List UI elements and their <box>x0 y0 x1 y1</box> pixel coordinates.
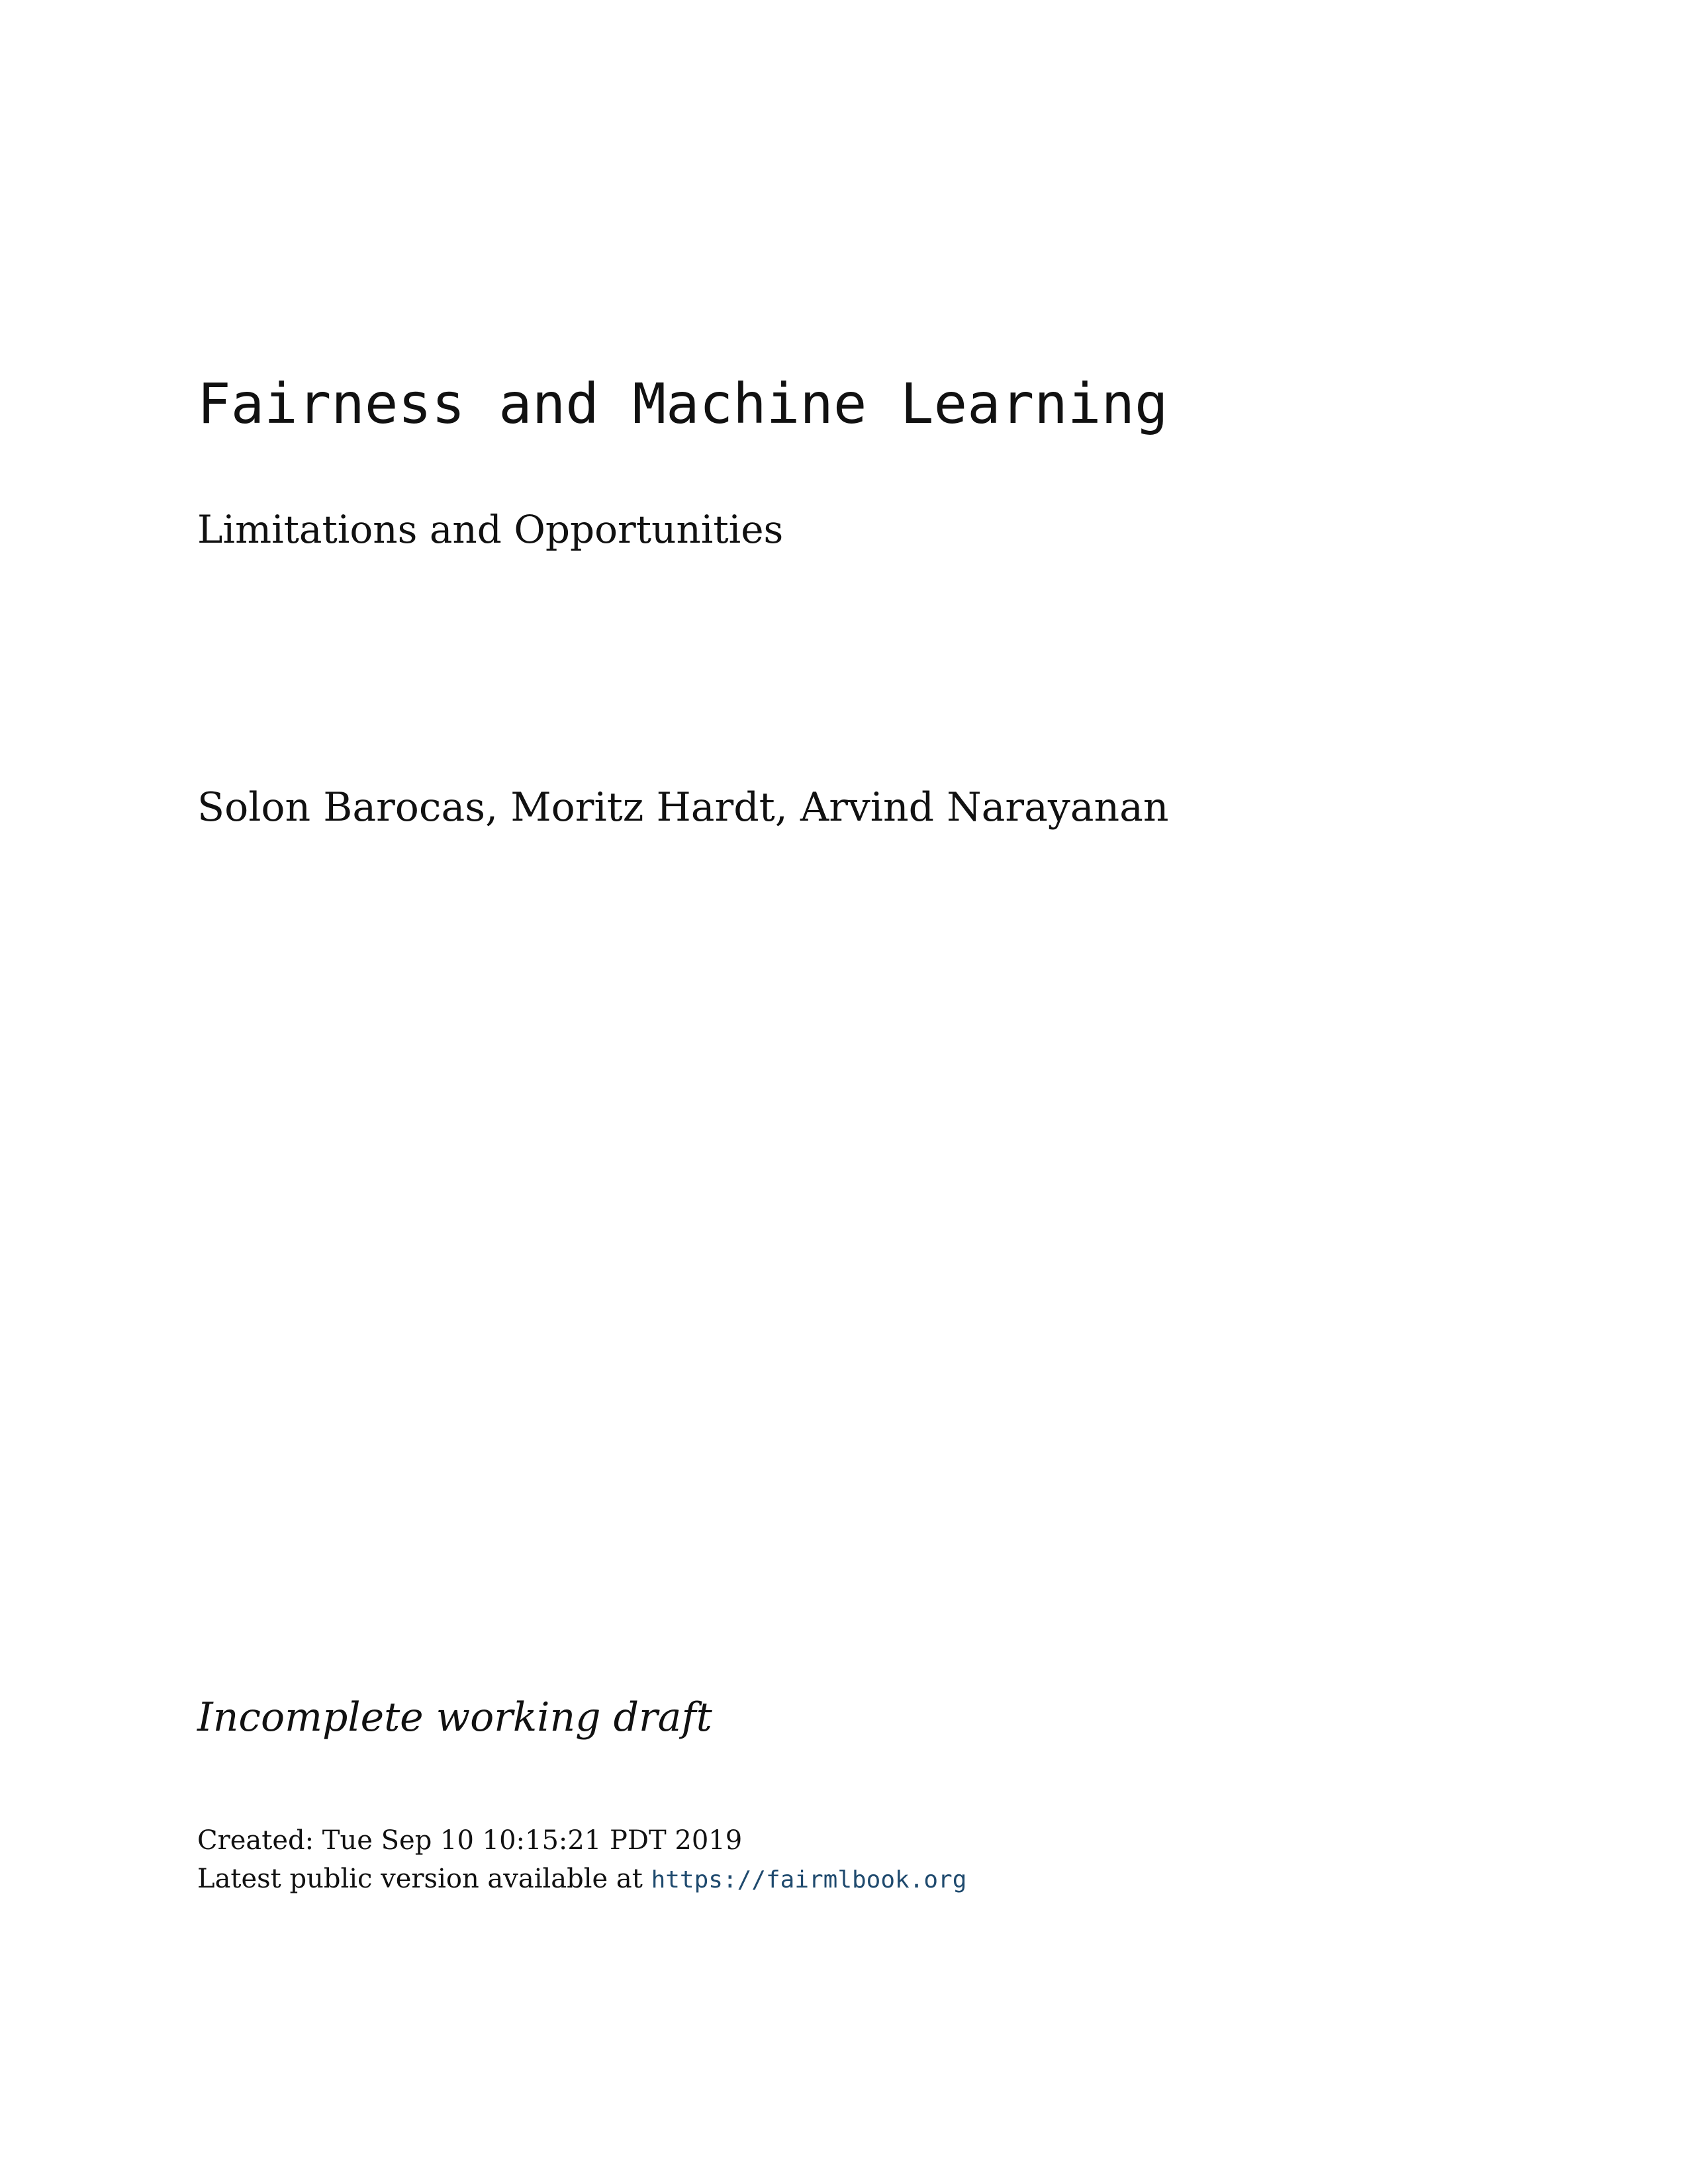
book-authors: Solon Barocas, Moritz Hardt, Arvind Narayanan <box>197 784 1169 831</box>
draft-note: Incomplete working draft <box>197 1694 712 1741</box>
book-title: Fairness and Machine Learning <box>197 371 1168 436</box>
book-url-link[interactable]: https://fairmlbook.org <box>651 1866 967 1893</box>
book-subtitle: Limitations and Opportunities <box>197 507 784 552</box>
created-date: Created: Tue Sep 10 10:15:21 PDT 2019 <box>197 1825 743 1856</box>
latest-version-label: Latest public version available at <box>197 1864 643 1894</box>
version-info <box>197 1821 966 1899</box>
latest-version-line <box>197 1860 966 1899</box>
